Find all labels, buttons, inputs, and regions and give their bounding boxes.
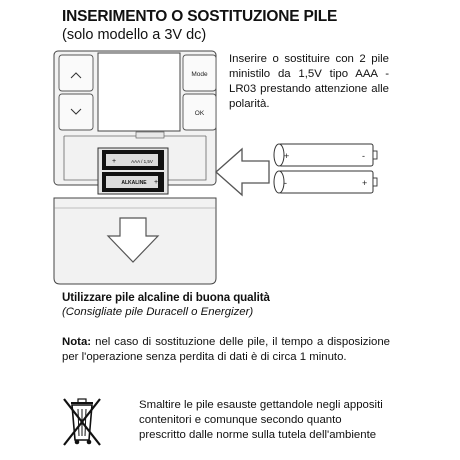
- svg-text:+: +: [154, 179, 159, 186]
- brand-suggestion: (Consigliate pile Duracell o Energizer): [62, 306, 254, 318]
- battery-bottom: [274, 171, 377, 193]
- svg-text:+: +: [362, 178, 368, 188]
- battery-top: [274, 144, 377, 166]
- disposal-instructions: Smaltire le pile esauste gettandole negli appositi contenitori e comunque secondo quanto prescritto dalle norme sulla tutela dell'ambiente: [139, 399, 383, 441]
- page-subtitle: (solo modello a 3V dc): [62, 27, 207, 43]
- aaa-batteries-illustration: [270, 140, 382, 200]
- crossed-bin-icon: [60, 396, 104, 448]
- display-screen: [98, 53, 180, 131]
- quality-heading: Utilizzare pile alcaline di buona qualità: [62, 291, 270, 304]
- ok-button-label: OK: [194, 110, 205, 117]
- arrow-left-icon: [214, 146, 272, 198]
- svg-text:-: -: [362, 151, 365, 161]
- svg-text:+: +: [284, 151, 290, 161]
- note-label: Nota:: [62, 336, 92, 348]
- page-title: INSERIMENTO O SOSTITUZIONE PILE: [62, 8, 338, 25]
- svg-text:-: -: [284, 178, 287, 188]
- note-paragraph: [62, 335, 390, 364]
- mode-button-label: Mode: [191, 71, 208, 78]
- note-text: nel caso di sostituzione delle pile, il tempo a disposizione per l'operazione senza perdita di dati è di circa 1 minuto.: [62, 336, 390, 363]
- thermostat-illustration: [50, 50, 220, 286]
- battery-instructions: Inserire o sostituire con 2 pile ministilo da 1,5V tipo AAA - LR03 prestando attenzione alle polarità.: [229, 53, 389, 110]
- down-button: [59, 94, 93, 130]
- battery-label-alkaline: ALKALINE: [121, 180, 147, 186]
- svg-text:+: +: [112, 158, 117, 165]
- battery-label-aaa: AAA / 1,5V: [131, 159, 153, 164]
